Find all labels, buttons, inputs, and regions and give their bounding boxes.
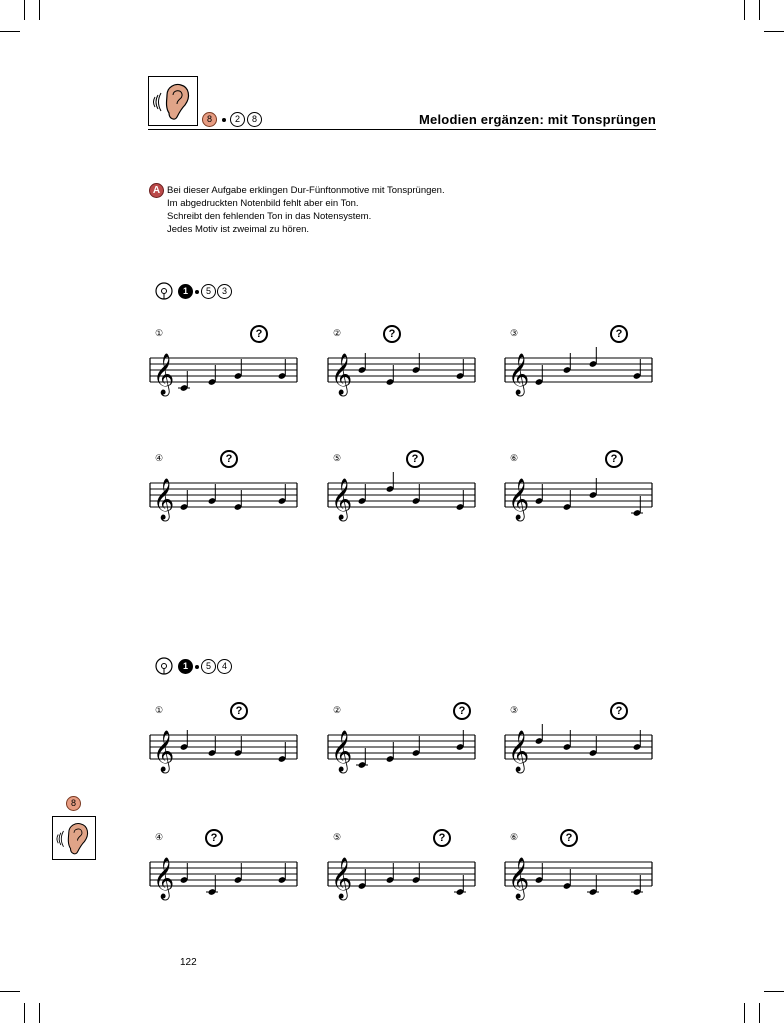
task-badge: A [149, 183, 164, 198]
exercise-number: ⑥ [510, 453, 519, 463]
music-staff [328, 348, 475, 408]
missing-note-marker: ? [220, 450, 238, 468]
treble-clef-icon: 𝄞 [508, 479, 530, 520]
missing-note-marker: ? [453, 702, 471, 720]
crop-mark [39, 1003, 40, 1023]
missing-note-marker: ? [610, 702, 628, 720]
crop-mark [764, 31, 784, 32]
instruction-line: Bei dieser Aufgabe erklingen Dur-Fünftonmotive mit Tonsprüngen. [167, 185, 445, 196]
missing-note-marker: ? [605, 450, 623, 468]
exercise-number: ① [155, 705, 164, 715]
exercise-number: ④ [155, 453, 164, 463]
cd-dot [195, 290, 199, 294]
music-staff [328, 473, 475, 533]
instruction-line: Schreibt den fehlenden Ton in das Notensystem. [167, 211, 372, 222]
missing-note-marker: ? [250, 325, 268, 343]
page-title: Melodien ergänzen: mit Tonsprüngen [419, 112, 656, 127]
treble-clef-icon: 𝄞 [331, 354, 353, 395]
track-circle-third: 8 [247, 112, 262, 127]
missing-note-marker: ? [433, 829, 451, 847]
ear-icon [149, 77, 197, 125]
side-listening-icon-box [52, 816, 96, 860]
cd-disc-number: 1 [178, 659, 193, 674]
treble-clef-icon: 𝄞 [153, 479, 175, 520]
track-circle-first: 8 [202, 112, 217, 127]
crop-mark [744, 0, 745, 20]
exercise-number: ② [333, 705, 342, 715]
exercise-number: ⑤ [333, 453, 342, 463]
crop-mark [744, 1003, 745, 1023]
header-rule [148, 129, 656, 130]
exercise-number: ⑥ [510, 832, 519, 842]
crop-mark [0, 31, 20, 32]
missing-note-marker: ? [205, 829, 223, 847]
music-staff [328, 852, 475, 912]
exercise-number: ① [155, 328, 164, 338]
instruction-line: Jedes Motiv ist zweimal zu hören. [167, 224, 310, 235]
treble-clef-icon: 𝄞 [153, 731, 175, 772]
music-staff [505, 852, 652, 912]
crop-mark [24, 0, 25, 20]
page-number: 122 [180, 957, 197, 968]
missing-note-marker: ? [383, 325, 401, 343]
crop-mark [759, 1003, 760, 1023]
crop-mark [39, 0, 40, 20]
music-staff [505, 473, 652, 533]
cd-track-b: 3 [217, 284, 232, 299]
cd-track-b: 4 [217, 659, 232, 674]
missing-note-marker: ? [560, 829, 578, 847]
cd-disc-number: 1 [178, 284, 193, 299]
music-staff [150, 852, 297, 912]
cd-track-a: 5 [201, 284, 216, 299]
treble-clef-icon: 𝄞 [508, 731, 530, 772]
music-staff [505, 725, 652, 785]
missing-note-marker: ? [406, 450, 424, 468]
track-circle-second: 2 [230, 112, 245, 127]
music-staff [150, 348, 297, 408]
track-dot [222, 118, 226, 122]
crop-mark [764, 991, 784, 992]
crop-mark [24, 1003, 25, 1023]
cd-icon [155, 657, 173, 675]
crop-mark [0, 991, 20, 992]
ear-icon [53, 817, 95, 859]
treble-clef-icon: 𝄞 [153, 858, 175, 899]
exercise-number: ② [333, 328, 342, 338]
cd-track-a: 5 [201, 659, 216, 674]
instruction-line: Im abgedruckten Notenbild fehlt aber ein Ton. [167, 198, 359, 209]
task-instructions [167, 184, 445, 236]
treble-clef-icon: 𝄞 [331, 858, 353, 899]
cd-dot [195, 665, 199, 669]
treble-clef-icon: 𝄞 [331, 731, 353, 772]
music-staff [150, 725, 297, 785]
exercise-number: ④ [155, 832, 164, 842]
music-staff [150, 473, 297, 533]
music-staff [328, 725, 475, 785]
exercise-number: ⑤ [333, 832, 342, 842]
exercise-number: ③ [510, 705, 519, 715]
treble-clef-icon: 𝄞 [153, 354, 175, 395]
music-staff [505, 348, 652, 408]
missing-note-marker: ? [610, 325, 628, 343]
treble-clef-icon: 𝄞 [508, 354, 530, 395]
exercise-number: ③ [510, 328, 519, 338]
treble-clef-icon: 𝄞 [508, 858, 530, 899]
side-tab-number: 8 [66, 796, 81, 811]
missing-note-marker: ? [230, 702, 248, 720]
cd-icon [155, 282, 173, 300]
crop-mark [759, 0, 760, 20]
treble-clef-icon: 𝄞 [331, 479, 353, 520]
listening-icon-box [148, 76, 198, 126]
